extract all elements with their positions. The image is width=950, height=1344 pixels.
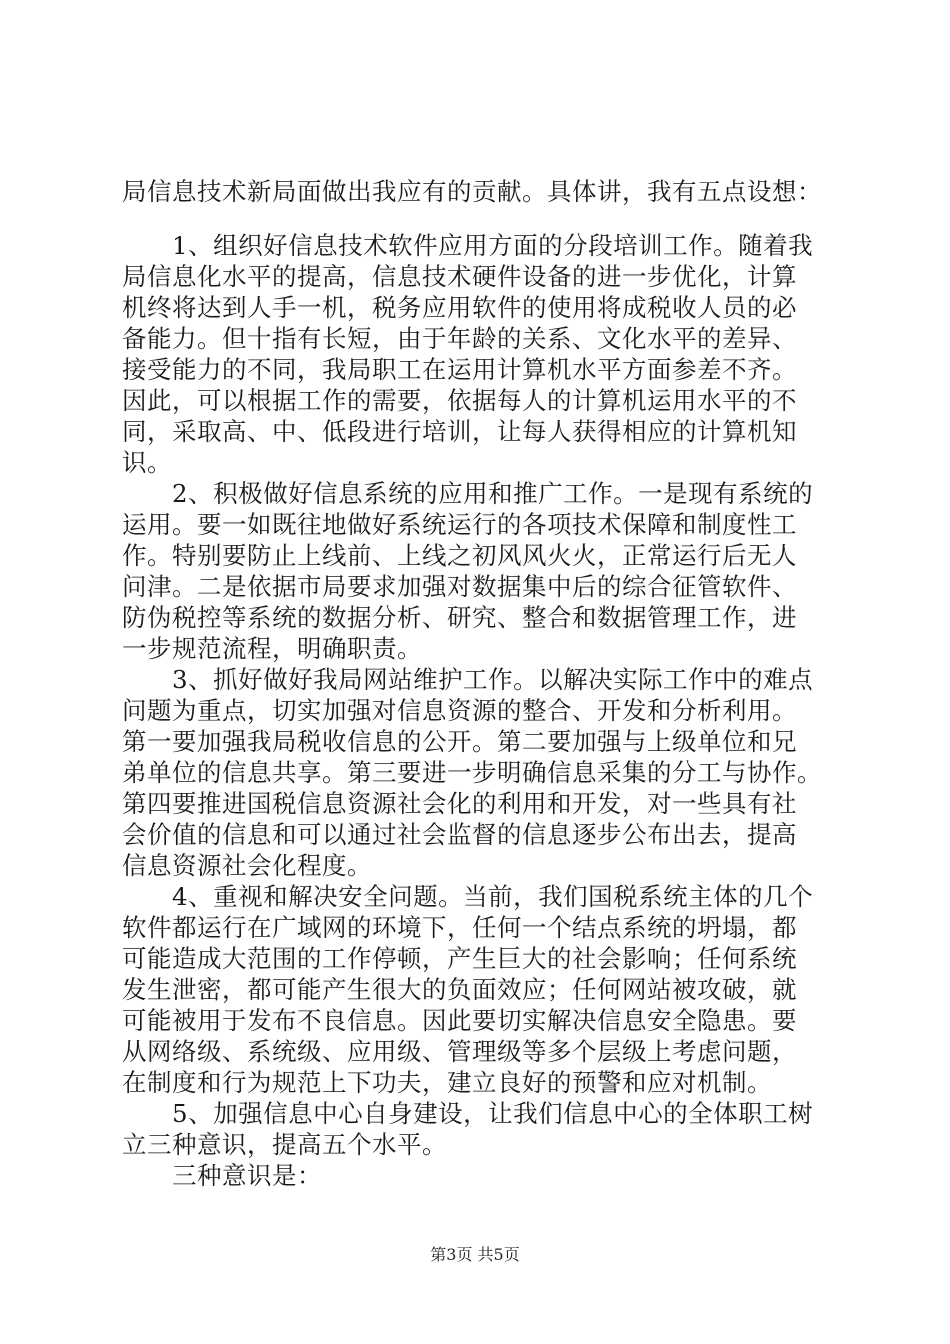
text-line: 三种意识是： [122, 1161, 322, 1190]
text-line: 1、组织好信息技术软件应用方面的分段培训工作。随着我 [122, 231, 814, 260]
text-line: 作。特别要防止上线前、上线之初风风火火，正常运行后无人 [122, 541, 797, 570]
text-line: 5、加强信息中心自身建设，让我们信息中心的全体职工树 [122, 1099, 814, 1128]
text-line: 3、抓好做好我局网站维护工作。以解决实际工作中的难点 [122, 665, 814, 694]
text-line: 2、积极做好信息系统的应用和推广工作。一是现有系统的 [122, 479, 814, 508]
text-line: 接受能力的不同，我局职工在运用计算机水平方面参差不齐。 [122, 355, 797, 384]
text-line: 局信息技术新局面做出我应有的贡献。具体讲，我有五点设想： [122, 177, 822, 206]
text-line: 问题为重点，切实加强对信息资源的整合、开发和分析利用。 [122, 696, 797, 725]
document-body [122, 176, 862, 1191]
text-line: 发生泄密，都可能产生很大的负面效应；任何网站被攻破，就 [122, 975, 797, 1004]
text-line: 局信息化水平的提高，信息技术硬件设备的进一步优化，计算 [122, 262, 797, 291]
text-line: 因此，可以根据工作的需要，依据每人的计算机运用水平的不 [122, 386, 797, 415]
text-line: 备能力。但十指有长短，由于年龄的关系、文化水平的差异、 [122, 324, 797, 353]
text-line: 立三种意识，提高五个水平。 [122, 1130, 447, 1159]
paragraph-gap [122, 207, 862, 230]
text-line: 同，采取高、中、低段进行培训，让每人获得相应的计算机知 [122, 417, 797, 446]
text-line: 在制度和行为规范上下功夫，建立良好的预警和应对机制。 [122, 1068, 772, 1097]
text-line: 问津。二是依据市局要求加强对数据集中后的综合征管软件、 [122, 572, 797, 601]
text-line: 4、重视和解决安全问题。当前，我们国税系统主体的几个 [122, 882, 814, 911]
text-line: 防伪税控等系统的数据分析、研究、整合和数据管理工作，进 [122, 603, 797, 632]
text-line: 运用。要一如既往地做好系统运行的各项技术保障和制度性工 [122, 510, 797, 539]
text-line: 从网络级、系统级、应用级、管理级等多个层级上考虑问题， [122, 1037, 797, 1066]
text-line: 弟单位的信息共享。第三要进一步明确信息采集的分工与协作。 [122, 758, 822, 787]
page-number-footer: 第3页 共5页 [430, 1245, 520, 1264]
text-line: 第一要加强我局税收信息的公开。第二要加强与上级单位和兄 [122, 727, 797, 756]
text-line: 识。 [122, 448, 172, 477]
text-line: 软件都运行在广域网的环境下，任何一个结点系统的坍塌，都 [122, 913, 797, 942]
text-line: 机终将达到人手一机，税务应用软件的使用将成税收人员的必 [122, 293, 797, 322]
text-line: 第四要推进国税信息资源社会化的利用和开发，对一些具有社 [122, 789, 797, 818]
text-line: 可能被用于发布不良信息。因此要切实解决信息安全隐患。要 [122, 1006, 797, 1035]
text-line: 会价值的信息和可以通过社会监督的信息逐步公布出去，提高 [122, 820, 797, 849]
text-line: 一步规范流程，明确职责。 [122, 634, 422, 663]
text-line: 可能造成大范围的工作停顿，产生巨大的社会影响；任何系统 [122, 944, 797, 973]
text-line: 信息资源社会化程度。 [122, 851, 372, 880]
